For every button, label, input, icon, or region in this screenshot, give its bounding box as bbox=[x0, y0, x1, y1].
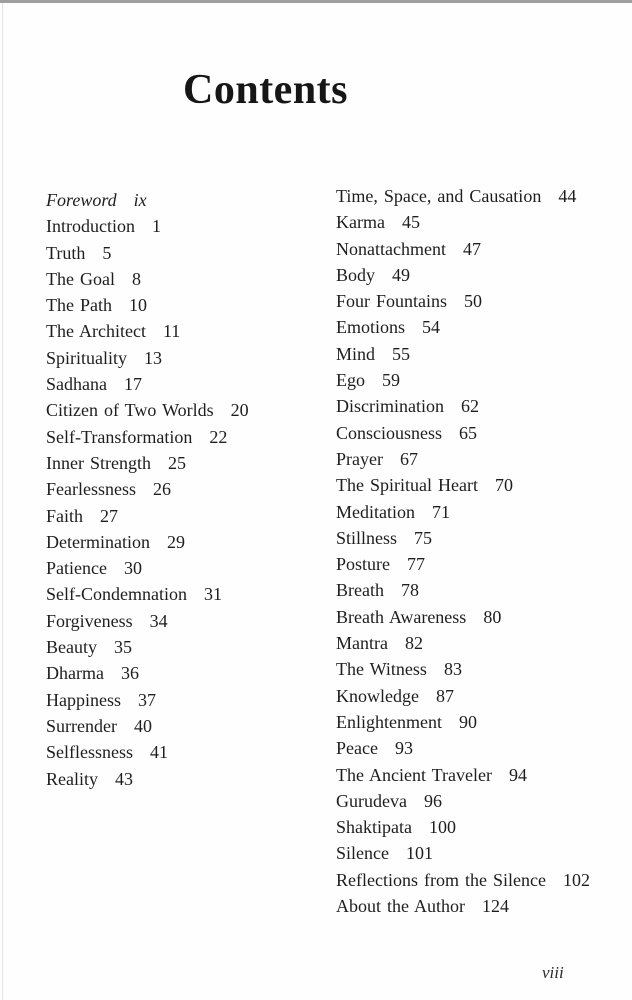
toc-entry bbox=[336, 446, 590, 472]
toc-entry bbox=[336, 551, 590, 577]
page-title: Contents bbox=[183, 67, 349, 113]
toc-entry-title: Inner Strength bbox=[46, 452, 151, 473]
toc-entry-page: 71 bbox=[432, 501, 450, 522]
toc-entry-page: 75 bbox=[414, 527, 433, 548]
toc-entry-title: Sadhana bbox=[46, 374, 107, 395]
toc-entry-title: Emotions bbox=[336, 317, 406, 338]
toc-entry bbox=[336, 630, 590, 656]
toc-entry-page: 35 bbox=[114, 637, 132, 658]
toc-entry-title: Body bbox=[336, 264, 376, 285]
toc-entry-page: 36 bbox=[120, 663, 139, 684]
toc-entry bbox=[46, 213, 249, 239]
toc-entry-title: Nonattachment bbox=[336, 238, 446, 259]
toc-entry bbox=[336, 367, 590, 393]
toc-entry-page: 13 bbox=[144, 347, 162, 368]
toc-right-column bbox=[336, 183, 590, 919]
toc-entry-title: Peace bbox=[336, 738, 378, 759]
toc-entry-page: 65 bbox=[459, 422, 478, 443]
toc-entry bbox=[46, 266, 249, 292]
toc-entry-page: 77 bbox=[407, 554, 425, 575]
toc-entry bbox=[336, 472, 590, 498]
toc-entry-title: Reality bbox=[46, 768, 98, 789]
toc-entry-page: 26 bbox=[152, 479, 171, 500]
toc-entry bbox=[46, 766, 249, 792]
toc-entry bbox=[46, 634, 249, 660]
toc-entry-page: 25 bbox=[167, 452, 186, 473]
toc-entry-page: 87 bbox=[435, 685, 454, 706]
toc-entry-title: The Spiritual Heart bbox=[336, 475, 478, 496]
toc-entry bbox=[336, 840, 590, 866]
toc-entry-title: Forgiveness bbox=[46, 610, 133, 631]
toc-entry bbox=[336, 341, 590, 367]
toc-entry bbox=[336, 393, 590, 419]
toc-entry-title: The Witness bbox=[336, 659, 427, 680]
toc-entry bbox=[336, 814, 590, 840]
toc-entry-page: 8 bbox=[131, 268, 141, 289]
toc-entry-page: 94 bbox=[508, 764, 527, 785]
toc-entry bbox=[336, 893, 590, 919]
toc-entry-page: 17 bbox=[123, 374, 142, 395]
toc-entry-title: Shaktipata bbox=[336, 817, 412, 838]
toc-entry bbox=[336, 262, 590, 288]
toc-entry-page: 62 bbox=[460, 396, 479, 417]
toc-entry bbox=[336, 209, 590, 235]
toc-entry-title: Dharma bbox=[46, 663, 104, 684]
toc-entry-title: Knowledge bbox=[336, 685, 419, 706]
toc-entry-page: 50 bbox=[464, 291, 483, 312]
toc-entry bbox=[336, 420, 590, 446]
toc-entry-page: 96 bbox=[423, 790, 442, 811]
toc-entry-page: 54 bbox=[422, 317, 441, 338]
toc-entry-page: 31 bbox=[203, 584, 222, 605]
toc-entry bbox=[336, 709, 590, 735]
toc-entry-page: 82 bbox=[404, 633, 423, 654]
toc-entry-page: 29 bbox=[166, 531, 185, 552]
toc-entry-title: Patience bbox=[46, 558, 107, 579]
toc-entry-title: Prayer bbox=[336, 448, 383, 469]
toc-entry bbox=[336, 577, 590, 603]
toc-entry-page: 43 bbox=[115, 768, 133, 789]
toc-entry-page: ix bbox=[133, 190, 147, 210]
toc-entry-title: Citizen of Two Worlds bbox=[46, 400, 214, 421]
toc-entry-page: 90 bbox=[458, 711, 477, 732]
toc-entry bbox=[46, 187, 249, 213]
toc-entry-page: 47 bbox=[462, 238, 481, 259]
toc-entry bbox=[336, 236, 590, 262]
toc-entry bbox=[336, 499, 590, 525]
toc-entry-title: Spirituality bbox=[46, 347, 127, 368]
toc-entry bbox=[46, 424, 249, 450]
toc-entry-page: 30 bbox=[123, 558, 142, 579]
toc-entry bbox=[336, 525, 590, 551]
toc-entry-title: Time, Space, and Causation bbox=[336, 186, 542, 206]
toc-entry-page: 1 bbox=[151, 216, 161, 237]
toc-entry-page: 40 bbox=[133, 715, 152, 736]
toc-entry bbox=[336, 288, 590, 314]
toc-entry-page: 22 bbox=[209, 426, 228, 447]
toc-entry-title: The Path bbox=[46, 295, 112, 316]
toc-entry bbox=[46, 371, 249, 397]
toc-entry bbox=[46, 240, 249, 266]
toc-entry-title: Surrender bbox=[46, 715, 117, 736]
toc-entry-page: 101 bbox=[405, 843, 433, 864]
toc-entry-title: Meditation bbox=[336, 501, 415, 522]
toc-entry-page: 45 bbox=[401, 212, 420, 233]
toc-entry-title: Selflessness bbox=[46, 742, 133, 763]
toc-entry-title: Breath Awareness bbox=[336, 606, 467, 627]
toc-entry-page: 67 bbox=[399, 448, 418, 469]
toc-entry-page: 83 bbox=[443, 659, 462, 680]
toc-entry-title: Stillness bbox=[336, 527, 398, 548]
folio-page-number: viii bbox=[542, 963, 564, 982]
toc-entry-title: The Goal bbox=[46, 268, 115, 289]
toc-entry-title: Determination bbox=[46, 531, 150, 552]
toc-entry bbox=[336, 867, 590, 893]
toc-entry-page: 37 bbox=[138, 689, 156, 710]
toc-entry bbox=[336, 604, 590, 630]
toc-entry-page: 70 bbox=[494, 475, 513, 496]
toc-entry-title: Fearlessness bbox=[46, 479, 136, 500]
toc-entry bbox=[46, 687, 249, 713]
toc-entry-title: Beauty bbox=[46, 637, 97, 658]
toc-entry bbox=[46, 318, 249, 344]
toc-entry bbox=[336, 656, 590, 682]
toc-entry-page: 102 bbox=[562, 869, 590, 890]
toc-entry-page: 100 bbox=[428, 817, 456, 838]
toc-entry-title: Enlightenment bbox=[336, 711, 442, 732]
toc-entry bbox=[46, 476, 249, 502]
toc-entry-page: 80 bbox=[483, 606, 502, 627]
toc-entry-page: 11 bbox=[162, 321, 181, 342]
toc-entry-title: Consciousness bbox=[336, 422, 443, 443]
toc-entry-title: Ego bbox=[336, 370, 365, 391]
toc-entry-page: 78 bbox=[400, 580, 419, 601]
toc-entry-title: Posture bbox=[336, 554, 390, 575]
toc-entry bbox=[46, 739, 249, 765]
toc-entry bbox=[336, 683, 590, 709]
toc-entry bbox=[46, 555, 249, 581]
toc-entry-title: Mind bbox=[336, 343, 376, 364]
toc-entry bbox=[336, 735, 590, 761]
toc-entry bbox=[46, 503, 249, 529]
toc-entry-page: 44 bbox=[558, 186, 577, 206]
toc-entry bbox=[336, 788, 590, 814]
toc-entry-page: 41 bbox=[150, 742, 168, 763]
toc-entry-title: The Ancient Traveler bbox=[336, 764, 492, 785]
toc-entry-title: Happiness bbox=[46, 689, 121, 710]
toc-entry-title: Reflections from the Silence bbox=[336, 869, 546, 890]
scan-border-top bbox=[0, 0, 632, 3]
toc-entry-page: 55 bbox=[392, 343, 411, 364]
toc-entry bbox=[336, 762, 590, 788]
toc-entry-page: 27 bbox=[100, 505, 119, 526]
toc-entry-title: Mantra bbox=[336, 633, 388, 654]
toc-entry bbox=[46, 529, 249, 555]
scan-border-left bbox=[2, 3, 3, 1000]
toc-entry bbox=[46, 292, 249, 318]
toc-entry-title: The Architect bbox=[46, 321, 146, 342]
toc-entry bbox=[46, 581, 249, 607]
toc-entry-title: Foreword bbox=[46, 190, 117, 210]
toc-entry-title: Faith bbox=[46, 505, 84, 526]
toc-entry bbox=[46, 608, 249, 634]
toc-entry-title: Gurudeva bbox=[336, 790, 407, 811]
toc-entry-title: Truth bbox=[46, 242, 86, 263]
toc-entry bbox=[336, 183, 590, 209]
toc-entry bbox=[336, 314, 590, 340]
toc-entry-page: 93 bbox=[394, 738, 413, 759]
toc-entry-page: 59 bbox=[382, 370, 400, 391]
toc-entry-page: 20 bbox=[230, 400, 249, 421]
toc-entry-page: 5 bbox=[102, 242, 112, 263]
toc-entry-page: 124 bbox=[482, 896, 509, 917]
toc-entry-title: Silence bbox=[336, 843, 389, 864]
toc-entry bbox=[46, 660, 249, 686]
toc-entry-title: Breath bbox=[336, 580, 384, 601]
toc-entry bbox=[46, 713, 249, 739]
toc-entry bbox=[46, 397, 249, 423]
toc-entry-title: Four Fountains bbox=[336, 291, 448, 312]
toc-entry-page: 10 bbox=[129, 295, 147, 316]
toc-entry-title: About the Author bbox=[336, 896, 465, 917]
toc-entry-title: Self-Transformation bbox=[46, 426, 193, 447]
toc-entry-title: Introduction bbox=[46, 216, 135, 237]
toc-left-column bbox=[46, 187, 249, 792]
toc-entry-page: 34 bbox=[149, 610, 168, 631]
toc-entry bbox=[46, 450, 249, 476]
toc-entry-page: 49 bbox=[392, 264, 411, 285]
toc-entry-title: Karma bbox=[336, 212, 385, 233]
toc-entry bbox=[46, 345, 249, 371]
toc-entry-title: Self-Condemnation bbox=[46, 584, 187, 605]
toc-entry-title: Discrimination bbox=[336, 396, 444, 417]
